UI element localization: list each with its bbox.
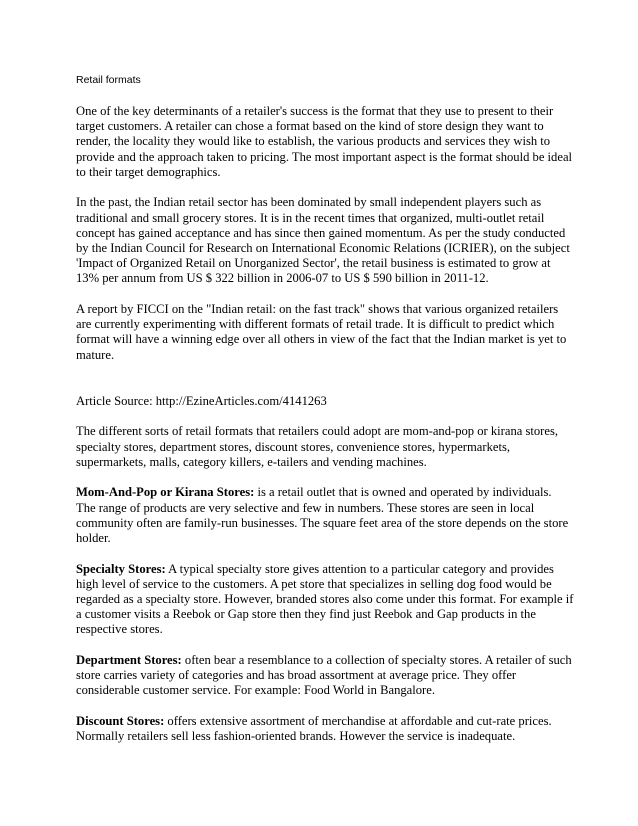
format-specialty-stores: [76, 562, 574, 638]
format-term: Discount Stores:: [76, 714, 165, 729]
format-mom-and-pop: [76, 485, 574, 546]
format-description: is a retail outlet that is owned and operated by individuals. The range of products are very selective and few in numbers. These stores are seen in local community often are family-run businesses. The square feet area of the store depends on the store holder.: [76, 485, 569, 546]
paragraph-ficci-report: A report by FICCI on the "Indian retail: on the fast track" shows that various organized retailers are currently experimenting with different formats of retail trade. It is difficult to predict which format will have a winning edge over all others in view of the fact that the Indian market is yet to mature.: [76, 302, 567, 362]
document-heading: Retail formats: [76, 74, 141, 86]
format-description: often bear a resemblance to a collection of specialty stores. A retailer of such store carries variety of categories and has broad assortment at average price. They offer considerable customer service. For example: Food World in Bangalore.: [76, 653, 572, 698]
format-description: offers extensive assortment of merchandise at affordable and cut-rate prices. Normally retailers sell less fashion-oriented brands. However the service is inadequate.: [76, 714, 552, 744]
format-term: Mom-And-Pop or Kirana Stores:: [76, 485, 255, 500]
format-term: Department Stores:: [76, 653, 182, 668]
format-department-stores: [76, 653, 574, 699]
article-source: Article Source: http://EzineArticles.com/4141263: [76, 393, 327, 408]
paragraph-formats-intro: The different sorts of retail formats that retailers could adopt are mom-and-pop or kirana stores, specialty stores, department stores, discount stores, convenience stores, hypermarkets, supermarkets, malls, category killers, e-tailers and vending machines.: [76, 424, 559, 469]
paragraph-intro: One of the key determinants of a retailer's success is the format that they use to present to their target customers. A retailer can chose a format based on the kind of store design they want to render, the locality they would like to establish, the various products and services they wish to provide and the approach taken to pricing. The most important aspect is the format should be ideal to their target demographics.: [76, 104, 573, 179]
document-body: [76, 104, 574, 760]
format-term: Specialty Stores:: [76, 561, 166, 576]
format-description: A typical specialty store gives attention to a particular category and provides high level of service to the customers. A pet store that specializes in selling dog food would be regarded as a specialty store. However, branded stores also come under this format. For example if a customer visits a Reebok or Gap store then they find just Reebok and Gap products in the respective stores.: [76, 561, 574, 637]
format-discount-stores: [76, 714, 574, 744]
paragraph-indian-retail-history: In the past, the Indian retail sector has been dominated by small independent players such as traditional and small grocery stores. It is in the recent times that organized, multi-outlet retail concept has gained acceptance and has since then gained momentum. As per the study conducted by the Indian Council for Research on International Economic Relations (ICRIER), on the subject 'Impact of Organized Retail on Unorganized Sector', the retail business is estimated to grow at 13% per annum from US $ 322 billion in 2006-07 to US $ 590 billion in 2011-12.: [76, 195, 570, 286]
